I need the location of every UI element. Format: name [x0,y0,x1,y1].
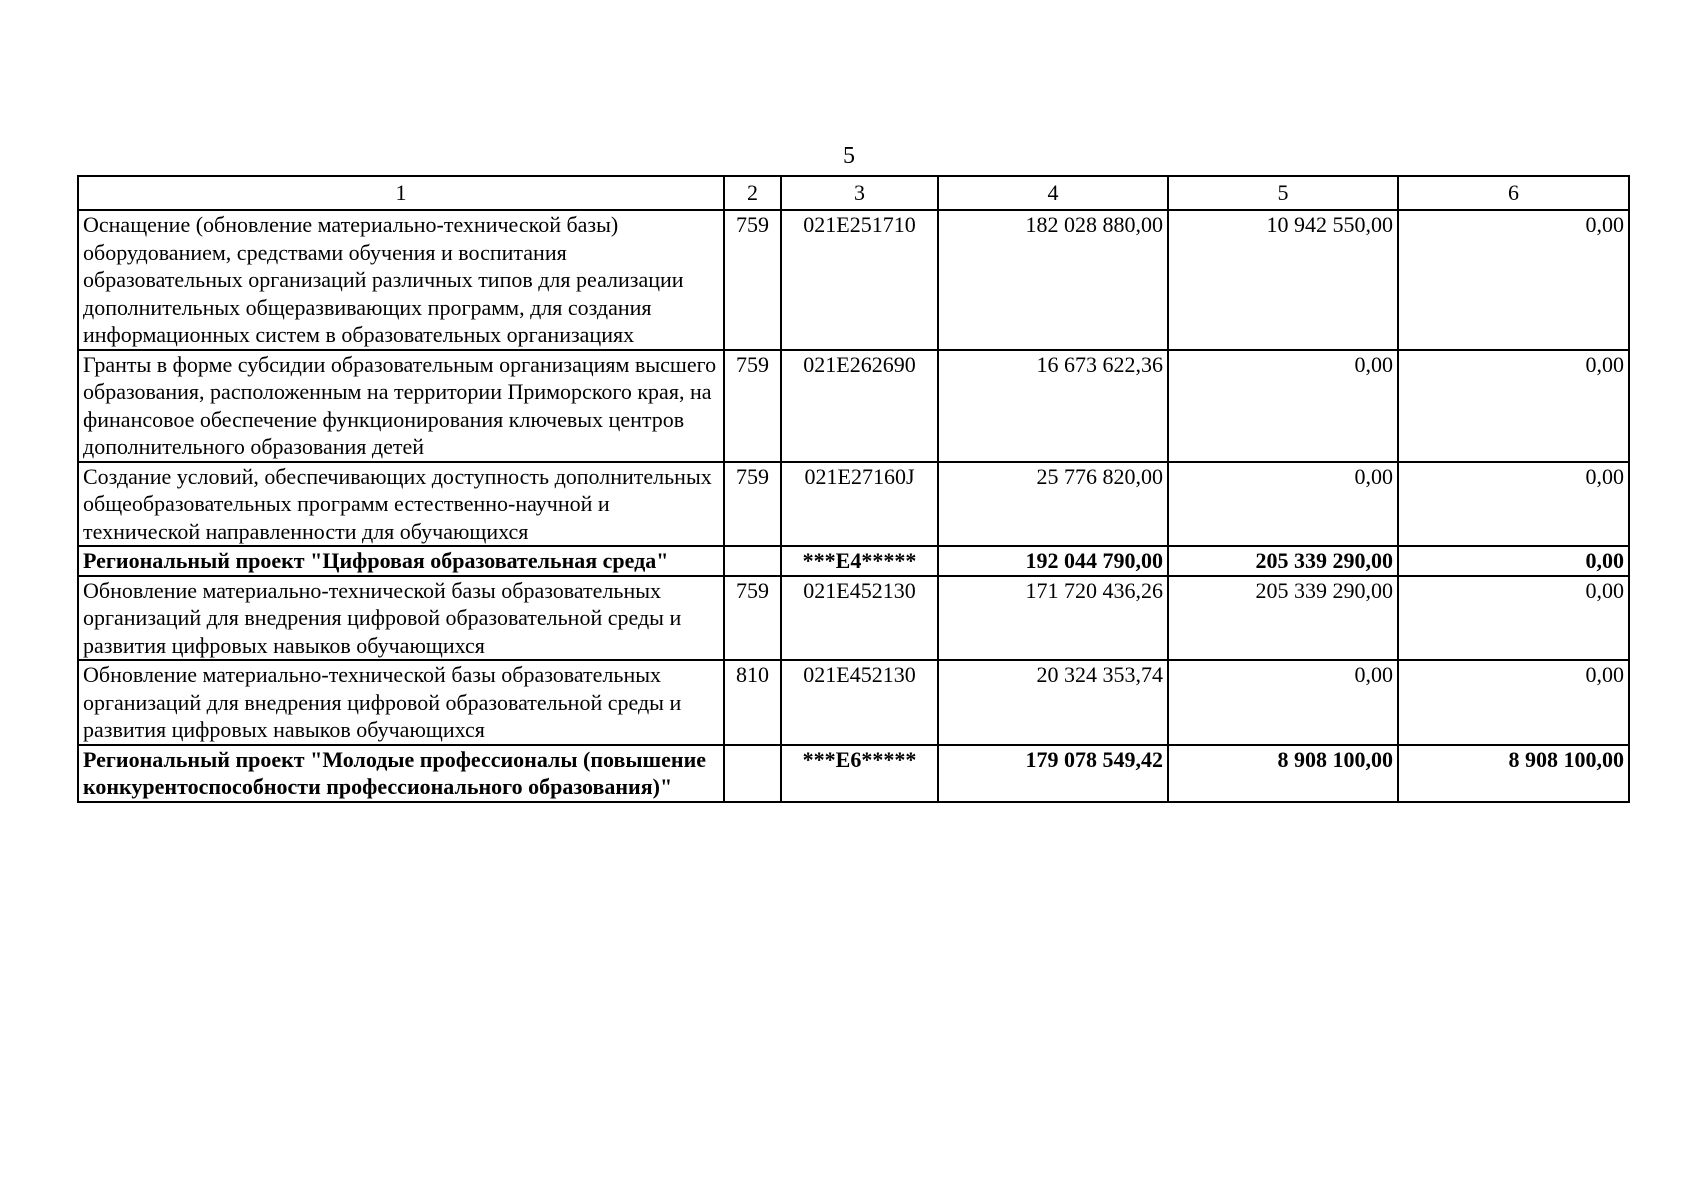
row-amount-col4: 179 078 549,42 [938,745,1168,802]
page-number: 5 [843,143,855,169]
row-amount-col5: 0,00 [1168,660,1398,745]
row-amount-col4: 20 324 353,74 [938,660,1168,745]
row-name-cell: Региональный проект "Цифровая образовательная среда" [78,546,724,576]
row-amount-col4: 25 776 820,00 [938,462,1168,547]
header-row [78,176,1629,210]
row-code-cell: 021E262690 [781,350,938,462]
row-amount-col4: 192 044 790,00 [938,546,1168,576]
row-name-cell: Оснащение (обновление материально-технической базы) оборудованием, средствами обучения и воспитания образовательных организаций различных типов для реализации дополнительных общеразвивающих программ, для создания информационных систем в образовательных организациях [78,210,724,350]
row-grbs-cell: 759 [724,462,781,547]
column-header: 4 [938,176,1168,210]
row-grbs-cell: 810 [724,660,781,745]
table-row [78,576,1629,661]
row-amount-col6: 0,00 [1398,462,1629,547]
row-code-cell: ***E4***** [781,546,938,576]
row-grbs-cell: 759 [724,210,781,350]
row-amount-col4: 16 673 622,36 [938,350,1168,462]
row-amount-col4: 171 720 436,26 [938,576,1168,661]
row-amount-col5: 10 942 550,00 [1168,210,1398,350]
row-grbs-cell [724,745,781,802]
row-amount-col6: 0,00 [1398,576,1629,661]
row-name-cell: Региональный проект "Молодые профессионалы (повышение конкурентоспособности профессионального образования)" [78,745,724,802]
row-code-cell: ***E6***** [781,745,938,802]
row-name-cell: Обновление материально-технической базы образовательных организаций для внедрения цифровой образовательной среды и развития цифровых навыков обучающихся [78,576,724,661]
row-amount-col6: 0,00 [1398,210,1629,350]
row-grbs-cell [724,546,781,576]
column-header: 2 [724,176,781,210]
row-amount-col5: 8 908 100,00 [1168,745,1398,802]
table-row [78,462,1629,547]
row-code-cell: 021E27160J [781,462,938,547]
row-name-cell: Гранты в форме субсидии образовательным организациям высшего образования, расположенным на территории Приморского края, на финансовое обеспечение функционирования ключевых центров дополнительного образования детей [78,350,724,462]
row-grbs-cell: 759 [724,576,781,661]
row-amount-col6: 0,00 [1398,660,1629,745]
row-code-cell: 021E251710 [781,210,938,350]
table-row [78,660,1629,745]
row-grbs-cell: 759 [724,350,781,462]
row-amount-col6: 8 908 100,00 [1398,745,1629,802]
row-amount-col5: 205 339 290,00 [1168,546,1398,576]
row-amount-col6: 0,00 [1398,546,1629,576]
column-header: 5 [1168,176,1398,210]
row-amount-col5: 205 339 290,00 [1168,576,1398,661]
column-header: 3 [781,176,938,210]
row-amount-col6: 0,00 [1398,350,1629,462]
column-header: 6 [1398,176,1629,210]
row-amount-col5: 0,00 [1168,350,1398,462]
project-total-row [78,546,1629,576]
table-row [78,350,1629,462]
row-amount-col5: 0,00 [1168,462,1398,547]
row-code-cell: 021E452130 [781,576,938,661]
project-total-row [78,745,1629,802]
budget-table [77,175,1630,803]
row-code-cell: 021E452130 [781,660,938,745]
row-name-cell: Создание условий, обеспечивающих доступность дополнительных общеобразовательных программ естественно-научной и технической направленности для обучающихся [78,462,724,547]
column-header: 1 [78,176,724,210]
row-name-cell: Обновление материально-технической базы образовательных организаций для внедрения цифровой образовательной среды и развития цифровых навыков обучающихся [78,660,724,745]
row-amount-col4: 182 028 880,00 [938,210,1168,350]
table-row [78,210,1629,350]
